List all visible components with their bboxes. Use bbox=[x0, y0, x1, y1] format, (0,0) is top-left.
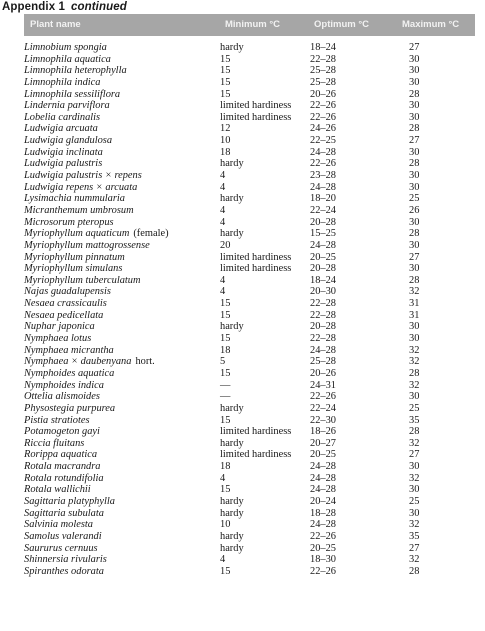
plant-name-cell bbox=[24, 554, 107, 566]
plant-name-text: Microsorum pteropus bbox=[24, 216, 114, 228]
table-row bbox=[0, 147, 485, 159]
plant-name-text: Pistia stratiotes bbox=[24, 414, 90, 426]
plant-name-text: Saururus cernuus bbox=[24, 542, 98, 554]
minimum-cell: hardy bbox=[220, 495, 244, 507]
minimum-cell: 15 bbox=[220, 53, 231, 65]
plant-name-cell bbox=[24, 508, 104, 520]
optimum-cell: 24–28 bbox=[310, 461, 336, 473]
maximum-cell: 30 bbox=[409, 507, 420, 519]
optimum-cell: 15–25 bbox=[310, 228, 336, 240]
plant-name-cell bbox=[24, 380, 104, 392]
optimum-cell: 25–28 bbox=[310, 76, 336, 88]
maximum-cell: 28 bbox=[409, 426, 420, 438]
plant-name-text: Limnophila heterophylla bbox=[24, 65, 127, 77]
optimum-cell: 20–25 bbox=[310, 449, 336, 461]
table-row bbox=[0, 182, 485, 194]
optimum-cell: 20–26 bbox=[310, 367, 336, 379]
plant-name-text: Nesaea pedicellata bbox=[24, 309, 104, 321]
optimum-cell: 18–30 bbox=[310, 554, 336, 566]
plant-name-text: Myriophyllum tuberculatum bbox=[24, 274, 141, 286]
plant-name-text: Limnophila sessiliflora bbox=[24, 88, 121, 100]
maximum-cell: 32 bbox=[409, 356, 420, 368]
minimum-cell: hardy bbox=[220, 158, 244, 170]
plant-name-text: Ludwigia arcuata bbox=[24, 123, 98, 135]
optimum-cell: 22–28 bbox=[310, 298, 336, 310]
minimum-cell: hardy bbox=[220, 228, 244, 240]
plant-name-cell bbox=[24, 170, 142, 182]
maximum-cell: 30 bbox=[409, 263, 420, 275]
plant-name-text: Sagittaria subulata bbox=[24, 507, 104, 519]
maximum-cell: 27 bbox=[409, 135, 420, 147]
minimum-cell: 10 bbox=[220, 519, 231, 531]
minimum-cell: 4 bbox=[220, 472, 226, 484]
minimum-cell: 15 bbox=[220, 298, 231, 310]
table-row bbox=[0, 496, 485, 508]
plant-name-text: Limnophila indica bbox=[24, 76, 101, 88]
minimum-cell: 18 bbox=[220, 344, 231, 356]
maximum-cell: 30 bbox=[409, 181, 420, 193]
plant-name-cell bbox=[24, 298, 107, 310]
header-optimum: Optimum °C bbox=[314, 19, 369, 30]
plant-name-text: Salvinia molesta bbox=[24, 519, 93, 531]
plant-name-suffix: (female) bbox=[133, 228, 169, 240]
maximum-cell: 27 bbox=[409, 251, 420, 263]
optimum-cell: 22–26 bbox=[310, 111, 336, 123]
plant-name-cell bbox=[24, 519, 93, 531]
plant-name-text: Potamogeton gayi bbox=[24, 426, 100, 438]
plant-name-cell bbox=[24, 310, 103, 322]
optimum-cell: 24–28 bbox=[310, 519, 336, 531]
maximum-cell: 32 bbox=[409, 286, 420, 298]
plant-name-cell bbox=[24, 356, 155, 368]
plant-name-cell bbox=[24, 205, 134, 217]
maximum-cell: 28 bbox=[409, 123, 420, 135]
maximum-cell: 30 bbox=[409, 484, 420, 496]
minimum-cell: limited hardiness bbox=[220, 449, 292, 461]
table-row bbox=[0, 473, 485, 485]
optimum-cell: 18–24 bbox=[310, 274, 336, 286]
plant-name-cell bbox=[24, 286, 111, 298]
plant-name-cell bbox=[24, 158, 102, 170]
table-row bbox=[0, 263, 485, 275]
minimum-cell: 4 bbox=[220, 274, 226, 286]
plant-name-cell bbox=[24, 240, 150, 252]
minimum-cell: hardy bbox=[220, 402, 244, 414]
table-row bbox=[0, 42, 485, 54]
plant-name-cell bbox=[24, 449, 97, 461]
plant-name-text: Lysimachia nummularia bbox=[24, 193, 125, 205]
table-row bbox=[0, 123, 485, 135]
maximum-cell: 31 bbox=[409, 298, 420, 310]
maximum-cell: 30 bbox=[409, 170, 420, 182]
plant-name-text: Nesaea crassicaulis bbox=[24, 298, 107, 310]
table-row bbox=[0, 193, 485, 205]
table-row bbox=[0, 205, 485, 217]
optimum-cell: 20–28 bbox=[310, 321, 336, 333]
maximum-cell: 27 bbox=[409, 42, 420, 53]
table-row bbox=[0, 135, 485, 147]
table-row bbox=[0, 240, 485, 252]
plant-name-text: Nymphaea × daubenyana bbox=[24, 356, 132, 368]
plant-name-text: Nymphaea lotus bbox=[24, 333, 92, 345]
plant-name-text: Ludwigia palustris × repens bbox=[24, 170, 142, 182]
minimum-cell: hardy bbox=[220, 542, 244, 554]
optimum-cell: 22–26 bbox=[310, 158, 336, 170]
plant-name-cell bbox=[24, 54, 111, 66]
plant-name-cell bbox=[24, 135, 112, 147]
plant-name-cell bbox=[24, 438, 84, 450]
optimum-cell: 18–20 bbox=[310, 193, 336, 205]
plant-name-text: Myriophyllum aquaticum bbox=[24, 228, 130, 240]
plant-name-cell bbox=[24, 147, 103, 159]
minimum-cell: 15 bbox=[220, 333, 231, 345]
continued-label: continued bbox=[70, 1, 127, 13]
optimum-cell: 20–28 bbox=[310, 263, 336, 275]
minimum-cell: 15 bbox=[220, 65, 231, 77]
minimum-cell: 15 bbox=[220, 76, 231, 88]
table-row bbox=[0, 543, 485, 555]
plant-name-cell bbox=[24, 252, 125, 264]
optimum-cell: 24–31 bbox=[310, 379, 336, 391]
minimum-cell: 4 bbox=[220, 204, 226, 216]
minimum-cell: 4 bbox=[220, 181, 226, 193]
optimum-cell: 20–24 bbox=[310, 495, 336, 507]
plant-name-text: Ludwigia palustris bbox=[24, 158, 103, 170]
plant-name-cell bbox=[24, 182, 137, 194]
plant-name-text: Limnophila aquatica bbox=[24, 53, 111, 65]
plant-name-cell bbox=[24, 345, 114, 357]
minimum-cell: hardy bbox=[220, 321, 244, 333]
maximum-cell: 31 bbox=[409, 309, 420, 321]
plant-name-text: Rorippa aquatica bbox=[24, 449, 98, 461]
maximum-cell: 32 bbox=[409, 379, 420, 391]
plant-name-cell bbox=[24, 531, 102, 543]
minimum-cell: limited hardiness bbox=[220, 426, 292, 438]
plant-name-text: Najas guadalupensis bbox=[24, 286, 111, 298]
maximum-cell: 32 bbox=[409, 344, 420, 356]
maximum-cell: 30 bbox=[409, 461, 420, 473]
table-row bbox=[0, 356, 485, 368]
table-row bbox=[0, 461, 485, 473]
plant-name-cell bbox=[24, 193, 125, 205]
plant-name-text: Nymphoides indica bbox=[24, 379, 104, 391]
table-row bbox=[0, 531, 485, 543]
plant-name-text: Myriophyllum simulans bbox=[24, 263, 123, 275]
minimum-cell: limited hardiness bbox=[220, 251, 292, 263]
optimum-cell: 25–28 bbox=[310, 65, 336, 77]
maximum-cell: 32 bbox=[409, 554, 420, 566]
maximum-cell: 28 bbox=[409, 228, 420, 240]
optimum-cell: 22–28 bbox=[310, 333, 336, 345]
maximum-cell: 30 bbox=[409, 100, 420, 112]
maximum-cell: 32 bbox=[409, 437, 420, 449]
table-row bbox=[0, 345, 485, 357]
table-row bbox=[0, 438, 485, 450]
optimum-cell: 22–26 bbox=[310, 530, 336, 542]
plant-name-cell bbox=[24, 321, 95, 333]
plant-name-cell bbox=[24, 65, 127, 77]
optimum-cell: 22–26 bbox=[310, 565, 336, 577]
table-row bbox=[0, 368, 485, 380]
plant-name-cell bbox=[24, 426, 100, 438]
minimum-cell: 12 bbox=[220, 123, 231, 135]
plant-name-text: Shinnersia rivularis bbox=[24, 554, 107, 566]
plant-name-cell bbox=[24, 403, 115, 415]
minimum-cell: hardy bbox=[220, 530, 244, 542]
optimum-cell: 22–28 bbox=[310, 53, 336, 65]
maximum-cell: 30 bbox=[409, 65, 420, 77]
maximum-cell: 35 bbox=[409, 530, 420, 542]
table-row bbox=[0, 89, 485, 101]
plant-name-text: Physostegia purpurea bbox=[24, 402, 116, 414]
maximum-cell: 30 bbox=[409, 111, 420, 123]
table-row bbox=[0, 298, 485, 310]
minimum-cell: 5 bbox=[220, 356, 226, 368]
minimum-cell: 18 bbox=[220, 146, 231, 158]
table-row bbox=[0, 228, 485, 240]
plant-name-cell bbox=[24, 228, 169, 240]
maximum-cell: 30 bbox=[409, 321, 420, 333]
appendix-heading bbox=[2, 1, 127, 13]
maximum-cell: 25 bbox=[409, 495, 420, 507]
optimum-cell: 18–26 bbox=[310, 426, 336, 438]
plant-name-text: Lindernia parviflora bbox=[24, 100, 110, 112]
table-row bbox=[0, 415, 485, 427]
table-row bbox=[0, 54, 485, 66]
minimum-cell: hardy bbox=[220, 507, 244, 519]
table-row bbox=[0, 321, 485, 333]
appendix-label: Appendix 1 bbox=[2, 1, 65, 13]
table-row bbox=[0, 519, 485, 531]
plant-name-cell bbox=[24, 496, 115, 508]
table-header bbox=[24, 14, 475, 36]
plant-name-cell bbox=[24, 42, 107, 54]
plant-name-text: Limnobium spongia bbox=[24, 42, 107, 53]
plant-name-cell bbox=[24, 263, 122, 275]
minimum-cell: limited hardiness bbox=[220, 100, 292, 112]
maximum-cell: 35 bbox=[409, 414, 420, 426]
minimum-cell: 15 bbox=[220, 309, 231, 321]
optimum-cell: 20–26 bbox=[310, 88, 336, 100]
plant-name-cell bbox=[24, 543, 98, 555]
plant-name-text: Rotala wallichii bbox=[24, 484, 91, 496]
table-row bbox=[0, 484, 485, 496]
table-row bbox=[0, 310, 485, 322]
maximum-cell: 30 bbox=[409, 239, 420, 251]
optimum-cell: 22–25 bbox=[310, 135, 336, 147]
plant-name-cell bbox=[24, 217, 114, 229]
table-row bbox=[0, 449, 485, 461]
minimum-cell: 18 bbox=[220, 461, 231, 473]
plant-name-text: Lobelia cardinalis bbox=[24, 111, 101, 123]
maximum-cell: 28 bbox=[409, 88, 420, 100]
plant-name-text: Micranthemum umbrosum bbox=[24, 204, 134, 216]
maximum-cell: 30 bbox=[409, 391, 420, 403]
minimum-cell: hardy bbox=[220, 437, 244, 449]
table-row bbox=[0, 566, 485, 578]
maximum-cell: 32 bbox=[409, 519, 420, 531]
table-row bbox=[0, 170, 485, 182]
optimum-cell: 22–30 bbox=[310, 414, 336, 426]
plant-name-text: Myriophyllum pinnatum bbox=[24, 251, 125, 263]
optimum-cell: 20–28 bbox=[310, 216, 336, 228]
plant-name-text: Rotala rotundifolia bbox=[24, 472, 104, 484]
header-maximum: Maximum °C bbox=[402, 19, 460, 30]
plant-name-suffix: hort. bbox=[135, 356, 155, 368]
plant-name-cell bbox=[24, 415, 90, 427]
maximum-cell: 30 bbox=[409, 53, 420, 65]
plant-name-text: Sagittaria platyphylla bbox=[24, 495, 115, 507]
optimum-cell: 20–27 bbox=[310, 437, 336, 449]
maximum-cell: 30 bbox=[409, 146, 420, 158]
plant-name-cell bbox=[24, 473, 104, 485]
minimum-cell: hardy bbox=[220, 193, 244, 205]
maximum-cell: 25 bbox=[409, 193, 420, 205]
table-row bbox=[0, 217, 485, 229]
minimum-cell: 15 bbox=[220, 414, 231, 426]
table-row bbox=[0, 286, 485, 298]
plant-name-cell bbox=[24, 368, 114, 380]
optimum-cell: 22–24 bbox=[310, 402, 336, 414]
optimum-cell: 23–28 bbox=[310, 170, 336, 182]
plant-name-text: Ludwigia glandulosa bbox=[24, 135, 113, 147]
optimum-cell: 20–25 bbox=[310, 251, 336, 263]
maximum-cell: 28 bbox=[409, 565, 420, 577]
optimum-cell: 24–28 bbox=[310, 146, 336, 158]
optimum-cell: 20–30 bbox=[310, 286, 336, 298]
plant-name-cell bbox=[24, 484, 91, 496]
optimum-cell: 24–26 bbox=[310, 123, 336, 135]
plant-name-cell bbox=[24, 566, 104, 578]
plant-name-cell bbox=[24, 89, 120, 101]
maximum-cell: 27 bbox=[409, 542, 420, 554]
optimum-cell: 24–28 bbox=[310, 239, 336, 251]
table-row bbox=[0, 100, 485, 112]
plant-name-cell bbox=[24, 391, 100, 403]
minimum-cell: — bbox=[220, 379, 231, 391]
table-row bbox=[0, 426, 485, 438]
optimum-cell: 25–28 bbox=[310, 356, 336, 368]
minimum-cell: limited hardiness bbox=[220, 111, 292, 123]
plant-name-text: Myriophyllum mattogrossense bbox=[24, 239, 150, 251]
plant-name-text: Samolus valerandi bbox=[24, 530, 102, 542]
plant-name-cell bbox=[24, 333, 91, 345]
plant-name-cell bbox=[24, 112, 100, 124]
plant-name-cell bbox=[24, 77, 101, 89]
maximum-cell: 28 bbox=[409, 367, 420, 379]
optimum-cell: 20–25 bbox=[310, 542, 336, 554]
optimum-cell: 24–28 bbox=[310, 472, 336, 484]
optimum-cell: 22–26 bbox=[310, 391, 336, 403]
plant-name-text: Nuphar japonica bbox=[24, 321, 95, 333]
plant-name-cell bbox=[24, 123, 98, 135]
maximum-cell: 27 bbox=[409, 449, 420, 461]
plant-name-cell bbox=[24, 461, 100, 473]
maximum-cell: 30 bbox=[409, 76, 420, 88]
plant-name-text: Nymphaea micrantha bbox=[24, 344, 114, 356]
maximum-cell: 28 bbox=[409, 274, 420, 286]
header-plant-name: Plant name bbox=[30, 19, 81, 30]
minimum-cell: 15 bbox=[220, 565, 231, 577]
optimum-cell: 24–28 bbox=[310, 181, 336, 193]
minimum-cell: 4 bbox=[220, 554, 226, 566]
minimum-cell: — bbox=[220, 391, 231, 403]
header-minimum: Minimum °C bbox=[225, 19, 280, 30]
optimum-cell: 24–28 bbox=[310, 484, 336, 496]
table-body bbox=[0, 42, 485, 577]
plant-name-text: Spiranthes odorata bbox=[24, 565, 104, 577]
optimum-cell: 18–24 bbox=[310, 42, 336, 53]
table-row bbox=[0, 554, 485, 566]
maximum-cell: 30 bbox=[409, 333, 420, 345]
minimum-cell: 10 bbox=[220, 135, 231, 147]
table-row bbox=[0, 77, 485, 89]
plant-name-text: Nymphoides aquatica bbox=[24, 367, 115, 379]
table-row bbox=[0, 391, 485, 403]
plant-name-text: Riccia fluitans bbox=[24, 437, 85, 449]
plant-name-text: Ottelia alismoides bbox=[24, 391, 100, 403]
table-row bbox=[0, 112, 485, 124]
table-row bbox=[0, 403, 485, 415]
table-row bbox=[0, 252, 485, 264]
maximum-cell: 25 bbox=[409, 402, 420, 414]
minimum-cell: 4 bbox=[220, 216, 226, 228]
maximum-cell: 30 bbox=[409, 216, 420, 228]
minimum-cell: 15 bbox=[220, 484, 231, 496]
optimum-cell: 22–26 bbox=[310, 100, 336, 112]
plant-name-text: Ludwigia repens × arcuata bbox=[24, 181, 138, 193]
plant-name-text: Rotala macrandra bbox=[24, 461, 101, 473]
minimum-cell: 4 bbox=[220, 170, 226, 182]
table-row bbox=[0, 158, 485, 170]
maximum-cell: 32 bbox=[409, 472, 420, 484]
maximum-cell: 28 bbox=[409, 158, 420, 170]
table-row bbox=[0, 275, 485, 287]
plant-name-text: Ludwigia inclinata bbox=[24, 146, 103, 158]
table-row bbox=[0, 508, 485, 520]
table-row bbox=[0, 65, 485, 77]
optimum-cell: 22–24 bbox=[310, 204, 336, 216]
minimum-cell: hardy bbox=[220, 42, 244, 53]
table-row bbox=[0, 333, 485, 345]
minimum-cell: limited hardiness bbox=[220, 263, 292, 275]
optimum-cell: 22–28 bbox=[310, 309, 336, 321]
table-row bbox=[0, 380, 485, 392]
minimum-cell: 15 bbox=[220, 367, 231, 379]
optimum-cell: 18–28 bbox=[310, 507, 336, 519]
plant-name-cell bbox=[24, 275, 141, 287]
maximum-cell: 26 bbox=[409, 204, 420, 216]
plant-name-cell bbox=[24, 100, 110, 112]
optimum-cell: 24–28 bbox=[310, 344, 336, 356]
minimum-cell: 4 bbox=[220, 286, 226, 298]
minimum-cell: 20 bbox=[220, 239, 231, 251]
minimum-cell: 15 bbox=[220, 88, 231, 100]
